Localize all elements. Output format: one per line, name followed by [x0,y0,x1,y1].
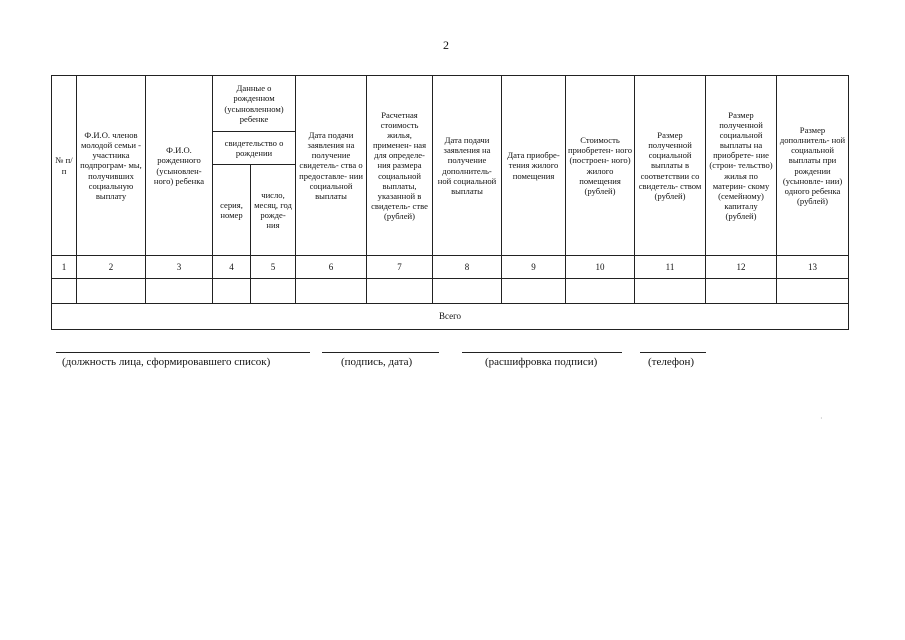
column-number: 4 [213,256,251,279]
column-number: 3 [146,256,213,279]
header-family-members: Ф.И.О. членов молодой семьи - участника подпрограм- мы, получивших социальную выплату [77,76,146,256]
phone-label: (телефон) [648,356,695,368]
column-number: 11 [635,256,706,279]
column-number: 13 [777,256,849,279]
total-row [52,304,849,330]
signature-line [322,352,439,353]
table-row [52,279,849,304]
decryption-label: (расшифровка подписи) [485,356,598,368]
table-cell [635,279,706,304]
header-number: № п/п [52,76,77,256]
header-birth-date: число, месяц, год рожде- ния [251,165,296,256]
column-number-row [52,256,849,279]
header-certificate-application-date: Дата подачи заявления на получение свидетель- ства о предоставле- нии социальной выплаты [296,76,367,256]
column-number: 2 [77,256,146,279]
table-cell [566,279,635,304]
table-cell [433,279,502,304]
header-birth-certificate: свидетельство о рождении [213,132,296,165]
table-cell [296,279,367,304]
table-cell [502,279,566,304]
column-number: 7 [367,256,433,279]
column-number: 5 [251,256,296,279]
position-label: (должность лица, сформировавшего список) [62,356,271,368]
column-number: 12 [706,256,777,279]
header-payment-maternity-capital: Размер полученной социальной выплаты на приобрете- ние (строи- тельство) жилья по материн- скому (семейному) капиталу (рублей) [706,76,777,256]
page-number: 2 [443,38,449,52]
table-cell [367,279,433,304]
table-cell [213,279,251,304]
report-table [51,75,849,330]
scan-speck: · [820,414,823,423]
header-child-name: Ф.И.О. рожденного (усыновлен- ного) ребенка [146,76,213,256]
column-number: 6 [296,256,367,279]
header-acquisition-date: Дата приобре- тения жилого помещения [502,76,566,256]
table-cell [146,279,213,304]
column-number: 9 [502,256,566,279]
table-cell [706,279,777,304]
position-signature-line [56,352,310,353]
header-housing-cost: Стоимость приобретен- ного (построен- ного) жилого помещения (рублей) [566,76,635,256]
total-label: Всего [52,304,849,330]
header-child-data: Данные о рожденном (усыновленном) ребенке [213,76,296,132]
signature-date-label: (подпись, дата) [341,356,413,368]
table-cell [777,279,849,304]
column-number: 10 [566,256,635,279]
phone-signature-line [640,352,706,353]
table-cell [251,279,296,304]
header-payment-by-certificate: Размер полученной социальной выплаты в соответствии со свидетель- ством (рублей) [635,76,706,256]
decryption-signature-line [462,352,622,353]
table-cell [77,279,146,304]
column-number: 8 [433,256,502,279]
header-additional-payment-application-date: Дата подачи заявления на получение дополнитель- ной социальной выплаты [433,76,502,256]
header-row-top [52,76,849,132]
header-additional-payment-amount: Размер дополнитель- ной социальной выплаты при рождении (усыновле- нии) одного ребенка (рублей) [777,76,849,256]
table-cell [52,279,77,304]
header-series-number: серия, номер [213,165,251,256]
column-number: 1 [52,256,77,279]
header-estimated-housing-cost: Расчетная стоимость жилья, применен- ная для определе- ния размера социальной выплаты, указанной в свидетель- стве (рублей) [367,76,433,256]
